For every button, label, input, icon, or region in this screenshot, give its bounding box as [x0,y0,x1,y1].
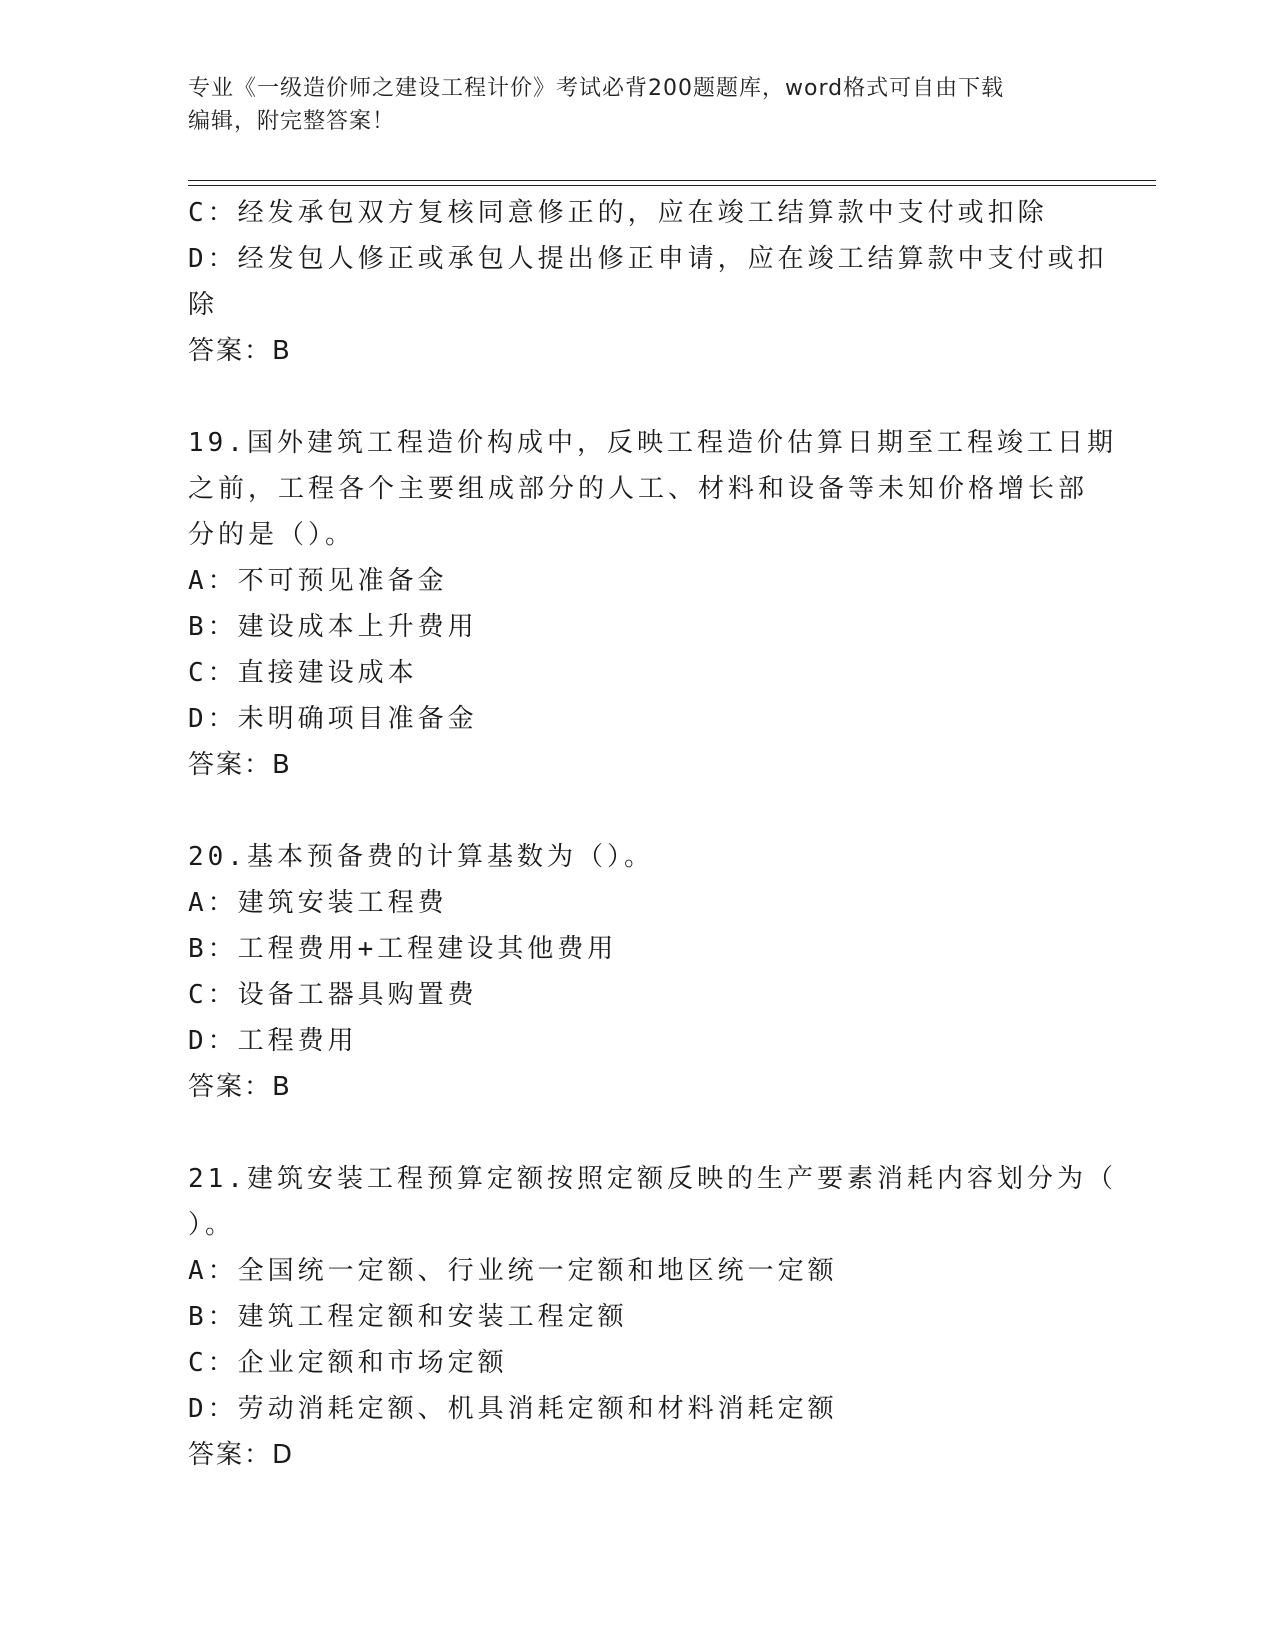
option-b: B：建筑工程定额和安装工程定额 [188,1302,628,1332]
option-c: C：企业定额和市场定额 [188,1348,508,1378]
option-b: B：建设成本上升费用 [188,612,478,642]
option-a: A：不可预见准备金 [188,566,448,596]
option-d: D：工程费用 [188,1026,358,1056]
option-d: D：劳动消耗定额、机具消耗定额和材料消耗定额 [188,1394,838,1424]
header-divider-top [188,180,1156,181]
question-20 [188,834,1088,1110]
question-stem-wrap: ）。 [188,1210,236,1240]
option-c: C：经发承包双方复核同意修正的，应在竣工结算款中支付或扣除 [188,198,1048,228]
header-line-1: 专业《一级造价师之建设工程计价》考试必背200题题库，word格式可自由下载 [188,76,1005,101]
header-line-2: 编辑，附完整答案！ [188,109,396,134]
question-stem: 19.国外建筑工程造价构成中，反映工程造价估算日期至工程竣工日期 [188,428,1117,458]
answer: 答案：D [188,1440,295,1470]
option-a: A：全国统一定额、行业统一定额和地区统一定额 [188,1256,838,1286]
option-d: D：经发包人修正或承包人提出修正申请，应在竣工结算款中支付或扣 [188,244,1108,274]
question-stem: 21.建筑安装工程预算定额按照定额反映的生产要素消耗内容划分为（ [188,1164,1117,1194]
option-c: C：设备工器具购置费 [188,980,478,1010]
question-stem-wrap: 分的是（）。 [188,520,356,550]
answer: 答案：B [188,336,292,366]
question-stem: 20.基本预备费的计算基数为（）。 [188,842,654,872]
question-stem-wrap: 之前，工程各个主要组成部分的人工、材料和设备等未知价格增长部 [188,474,1089,504]
header-divider-bottom [188,185,1156,186]
answer: 答案：B [188,750,292,780]
question-content [188,190,1117,1478]
option-d: D：未明确项目准备金 [188,704,478,734]
option-d-wrap: 除 [188,290,219,320]
answer: 答案：B [188,1072,292,1102]
question-19 [188,420,1117,788]
option-b: B：工程费用+工程建设其他费用 [188,934,618,964]
question-21 [188,1156,1117,1478]
option-c: C：直接建设成本 [188,658,418,688]
option-a: A：建筑安装工程费 [188,888,448,918]
document-header [188,72,1088,138]
question-18-continuation [188,190,1108,374]
